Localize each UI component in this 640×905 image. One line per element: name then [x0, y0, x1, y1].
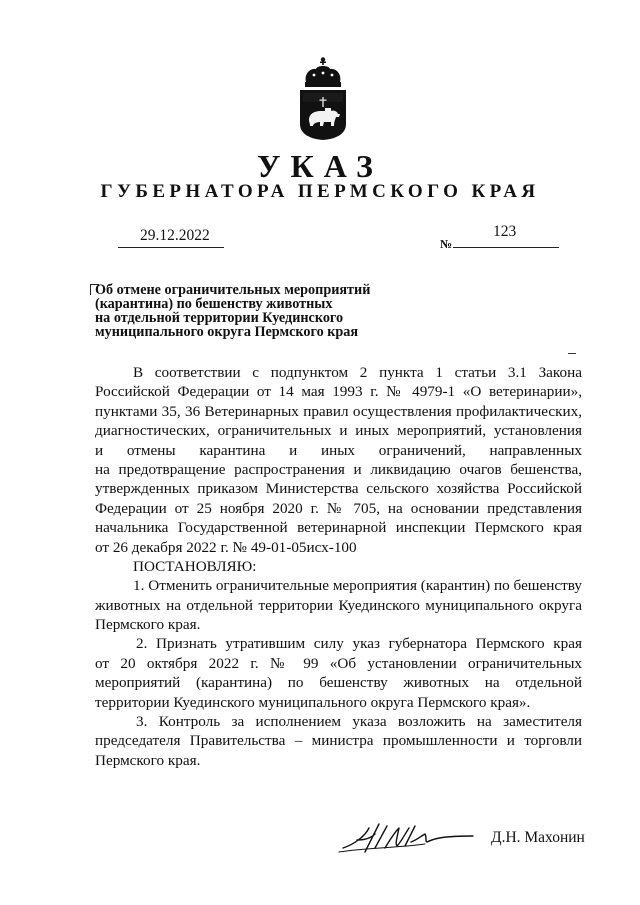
title-line: муниципального округа Пермского края [95, 324, 359, 340]
body-line: пунктами 35, 36 Ветеринарных правил осуществления профилактических, [95, 402, 582, 420]
shield-icon [300, 90, 346, 140]
title-line: Об отмене ограничительных мероприятий [95, 282, 371, 298]
title-line: на отдельной территории Куединского [95, 310, 344, 326]
title-line: (карантина) по бешенству животных [95, 296, 333, 312]
date-underline [118, 247, 224, 248]
body-line: мероприятий (карантина) по бешенству животных на отдельной [95, 674, 582, 692]
body-line: 3. Контроль за исполнением указа возложить на заместителя [136, 713, 582, 731]
signer-name: Д.Н. Махонин [491, 829, 585, 846]
document-body [95, 363, 582, 770]
body-line: территории Куединского муниципального округа Пермского края». [95, 693, 531, 711]
body-line: начальника Государственной ветеринарной инспекции Пермского края [95, 519, 582, 537]
body-line: Пермского края. [95, 751, 201, 769]
body-line: Российской Федерации от 14 мая 1993 г. № 4979-1 «О ветеринарии», [95, 383, 582, 401]
document-date: 29.12.2022 [140, 227, 210, 244]
preamble-paragraph [95, 363, 582, 557]
body-line: и отмены карантина и иных ограничений, направленных [95, 441, 582, 459]
issuer-heading: ГУБЕРНАТОРА ПЕРМСКОГО КРАЯ [100, 181, 540, 202]
body-line: Федерации от 25 ноября 2020 г. № 705, на основании представления [95, 499, 582, 517]
body-line: В соответствии с подпунктом 2 пункта 1 статьи 3.1 Закона [133, 364, 582, 381]
body-line: 1. Отменить ограничительные мероприятия (карантин) по бешенству [133, 577, 582, 595]
item-1-paragraph [95, 576, 582, 634]
handwritten-signature [335, 818, 475, 858]
body-line: животных на отдельной территории Куединского муниципального округа [95, 596, 582, 614]
body-line: на предотвращение распространения и ликвидацию очагов бешенства, [95, 460, 582, 478]
item-3-paragraph [95, 712, 582, 770]
body-line: Пермского края. [95, 616, 201, 634]
body-line: председателя Правительства – министра промышленности и торговли [95, 732, 582, 750]
body-line: утвержденных приказом Министерства сельского хозяйства Российской [95, 480, 582, 498]
resolve-word: ПОСТАНОВЛЯЮ: [133, 557, 257, 575]
document-type-heading: УКАЗ [257, 148, 383, 184]
item-2-paragraph [95, 634, 582, 712]
number-underline [453, 247, 559, 248]
document-number: 123 [493, 223, 517, 240]
crown-icon [305, 57, 341, 87]
body-line: от 26 декабря 2022 г. № 49-01-05исх-100 [95, 538, 357, 556]
margin-mark [568, 353, 576, 354]
body-line: 2. Признать утратившим силу указ губернатора Пермского края [136, 635, 582, 653]
body-line: от 20 октября 2022 г. № 99 «Об установлении ограничительных [95, 654, 582, 672]
number-sign: № [440, 237, 453, 251]
body-line: диагностических, ограничительных и иных мероприятий, установления [95, 422, 582, 440]
coat-of-arms-emblem [294, 56, 352, 142]
document-title [95, 283, 415, 339]
